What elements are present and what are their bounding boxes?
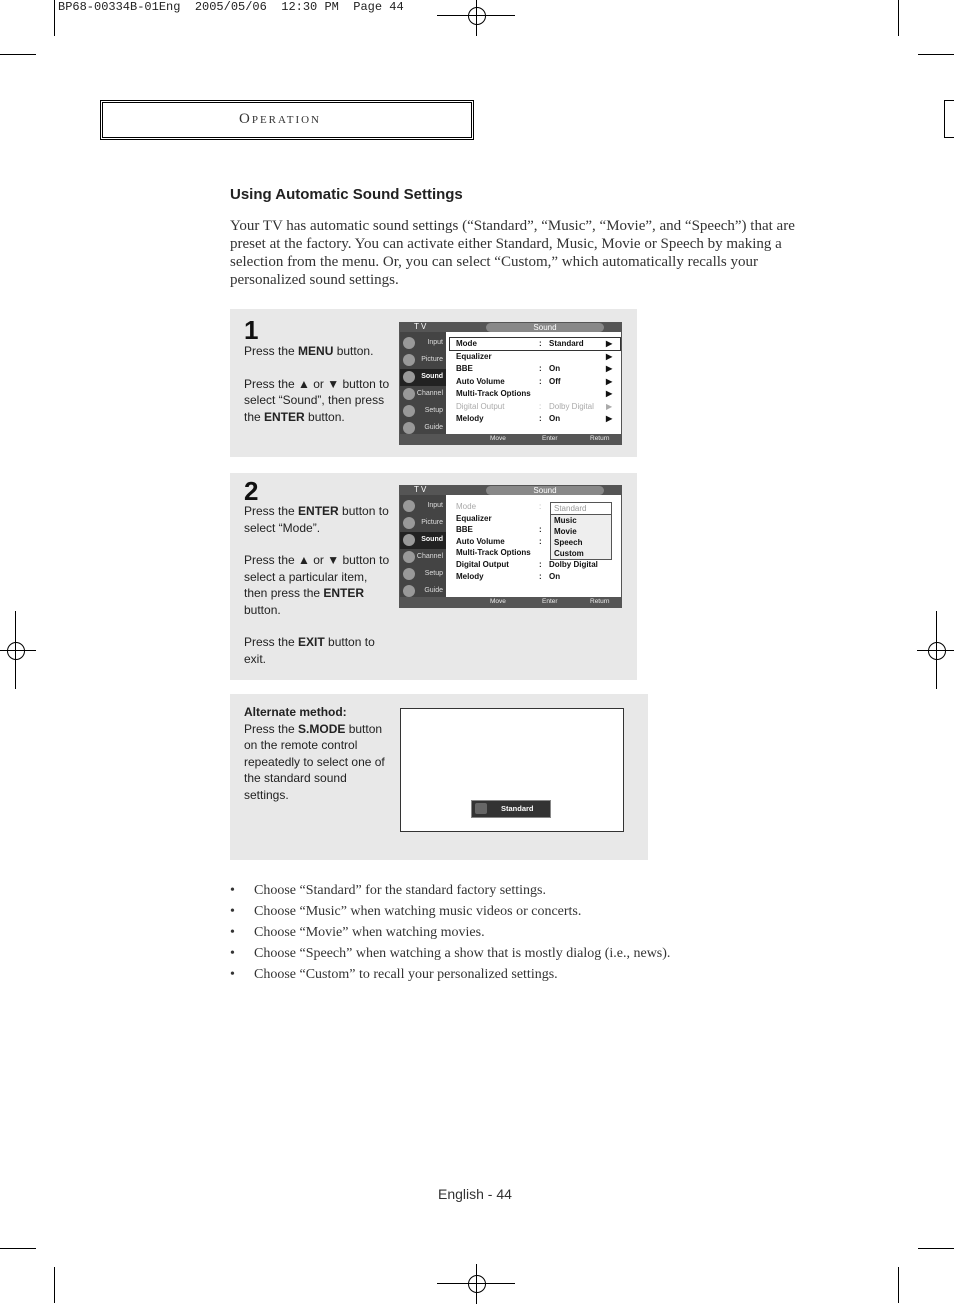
registration-mark-bottom — [457, 1264, 497, 1304]
alternate-label: Alternate method: — [244, 705, 347, 719]
sidebar-item-picture: Picture — [400, 515, 446, 532]
sidebar-item-sound: Sound — [400, 532, 446, 549]
page-tab-mark — [944, 100, 954, 138]
step2-panel — [230, 473, 637, 680]
menu-row-bbe: BBE : — [456, 525, 542, 534]
registration-mark-left — [0, 631, 36, 671]
speaker-icon — [475, 803, 487, 814]
sidebar-item-setup: Setup — [400, 566, 446, 583]
crop-mark — [918, 54, 954, 55]
crop-mark — [54, 0, 55, 36]
page-footer: English - 44 — [438, 1186, 512, 1202]
setup-icon — [403, 405, 415, 417]
list-item: • Choose “Custom” to recall your personalized settings. — [230, 964, 670, 985]
return-hint: Return — [590, 435, 610, 442]
step1-instruction-2: Press the ▲ or ▼ button to select “Sound”, then press the ENTER button. — [244, 376, 390, 424]
tv-label: T V — [414, 485, 427, 494]
dropdown-option-music: Music — [554, 516, 577, 525]
step2-instruction-3: Press the EXIT button to exit. — [244, 635, 375, 666]
tv-tab-title: Sound — [533, 323, 557, 332]
tv-screen-osd — [400, 708, 624, 832]
move-hint: Move — [490, 598, 506, 605]
step1-instruction-1: Press the MENU button. — [244, 344, 374, 358]
picture-icon — [403, 517, 415, 529]
page-heading: Using Automatic Sound Settings — [230, 186, 463, 203]
step1-panel — [230, 309, 637, 457]
menu-row-multi-track: Multi-Track Options — [456, 548, 531, 557]
menu-row-bbe: BBE : On ▶ — [456, 364, 613, 373]
crop-mark — [54, 1267, 55, 1303]
sound-icon — [403, 371, 415, 383]
tv-menu-screen-2 — [399, 485, 622, 608]
section-title: Operation — [239, 111, 322, 127]
crop-mark — [936, 611, 937, 689]
sound-icon — [403, 534, 415, 546]
crop-mark — [15, 611, 16, 689]
tips-list — [230, 880, 670, 985]
menu-row-auto-volume: Auto Volume : — [456, 536, 542, 546]
step2-instruction-1: Press the ENTER button to select “Mode”. — [244, 504, 389, 535]
list-item: • Choose “Movie” when watching movies. — [230, 922, 670, 943]
sidebar-item-setup: Setup — [400, 403, 446, 420]
menu-row-multi-track: Multi-Track Options ▶ — [456, 389, 613, 398]
sidebar-item-channel: Channel — [400, 386, 446, 403]
input-icon — [403, 337, 415, 349]
crop-mark — [0, 54, 36, 55]
sidebar-item-input: Input — [400, 498, 446, 515]
menu-row-melody: Melody : On ▶ — [456, 414, 613, 423]
sidebar-item-picture: Picture — [400, 352, 446, 369]
crop-mark — [898, 0, 899, 36]
crop-mark — [898, 1267, 899, 1303]
sidebar-item-guide: Guide — [400, 583, 446, 600]
list-item: • Choose “Music” when watching music videos or concerts. — [230, 901, 670, 922]
enter-hint: Enter — [542, 435, 558, 442]
print-header: BP68-00334B-01Eng 2005/05/06 12:30 PM Page 44 — [58, 0, 404, 14]
alternate-text: Alternate method: Press the S.MODE button on the remote control repeatedly to select one of the standard sound settings. — [244, 705, 385, 802]
crop-mark — [918, 1248, 954, 1249]
sidebar-item-channel: Channel — [400, 549, 446, 566]
menu-row-mode: Mode : Standard ▶ — [450, 338, 620, 350]
section-box — [100, 100, 474, 140]
menu-row-equalizer: Equalizer ▶ — [456, 351, 613, 361]
setup-icon — [403, 568, 415, 580]
list-item: • Choose “Speech” when watching a show that is mostly dialog (i.e., news). — [230, 943, 670, 964]
channel-icon — [403, 551, 415, 563]
tv-tab-title: Sound — [533, 486, 557, 495]
step2-text — [244, 503, 394, 683]
crop-mark — [0, 1248, 36, 1249]
tv-sidebar — [400, 332, 446, 434]
crop-mark — [437, 1283, 515, 1284]
step1-text — [244, 343, 394, 441]
channel-icon — [403, 388, 415, 400]
crop-mark — [437, 15, 515, 16]
menu-row-auto-volume: Auto Volume : Off ▶ — [456, 376, 613, 386]
menu-row-equalizer: Equalizer — [456, 513, 492, 523]
sidebar-item-sound: Sound — [400, 369, 446, 386]
registration-mark-top — [457, 0, 497, 36]
menu-row-digital-output: Digital Output : Dolby Digital ▶ — [456, 401, 613, 411]
enter-hint: Enter — [542, 598, 558, 605]
dropdown-option-custom: Custom — [554, 549, 584, 558]
step-number: 2 — [244, 476, 259, 506]
menu-row-melody: Melody : On — [456, 571, 561, 581]
tv-sidebar — [400, 495, 446, 597]
dropdown-option-standard: Standard — [551, 503, 611, 515]
menu-row-mode: Mode : — [456, 502, 542, 511]
sidebar-item-guide: Guide — [400, 420, 446, 437]
picture-icon — [403, 354, 415, 366]
sidebar-item-input: Input — [400, 335, 446, 352]
step2-instruction-2: Press the ▲ or ▼ button to select a particular item, then press the ENTER button. — [244, 553, 390, 617]
list-item: • Choose “Standard” for the standard factory settings. — [230, 880, 670, 901]
tv-bottom-bar — [400, 434, 621, 444]
guide-icon — [403, 585, 415, 597]
input-icon — [403, 500, 415, 512]
step-number: 1 — [244, 315, 259, 345]
tv-bottom-bar — [400, 597, 621, 607]
move-hint: Move — [490, 435, 506, 442]
tv-menu-screen-1 — [399, 322, 622, 445]
tv-label: T V — [414, 322, 427, 331]
return-hint: Return — [590, 598, 610, 605]
guide-icon — [403, 422, 415, 434]
menu-row-digital-output: Digital Output : Dolby Digital — [456, 560, 598, 569]
mode-dropdown — [550, 502, 612, 560]
dropdown-option-speech: Speech — [554, 538, 583, 547]
sound-mode-osd: Standard — [471, 800, 551, 818]
intro-paragraph: Your TV has automatic sound settings (“Standard”, “Music”, “Movie”, and “Speech”) that are preset at the factory. You can activate either Standard, Music, Movie or Speech by making a selection from the menu. Or, you can select “Custom,” which automatically recalls your personalized sound settings. — [230, 218, 795, 288]
dropdown-option-movie: Movie — [554, 527, 577, 536]
